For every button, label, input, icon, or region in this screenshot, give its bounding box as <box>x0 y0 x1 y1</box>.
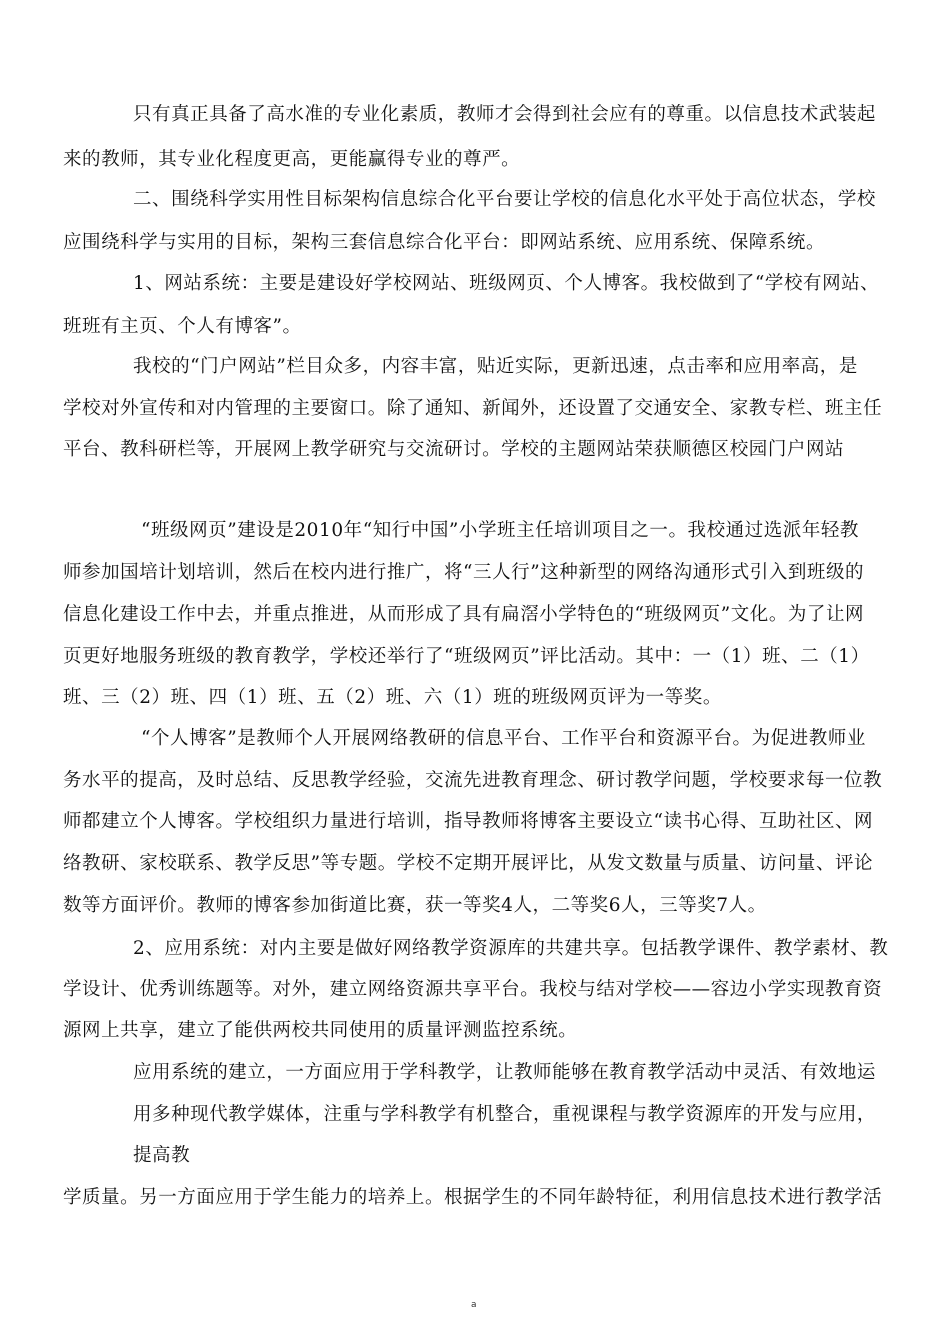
text-line: 务水平的提高，及时总结、反思教学经验，交流先进教育理念、研讨教学问题，学校要求每一位教 <box>63 770 883 791</box>
text-line: 信息化建设工作中去，并重点推进，从而形成了具有扁滘小学特色的“班级网页”文化。为了让网 <box>63 604 865 625</box>
text-line: 平台、教科研栏等，开展网上教学研究与交流研讨。学校的主题网站荣获顺德区校园门户网站 <box>63 439 845 460</box>
text-line: 师参加国培计划培训，然后在校内进行推广，将“三人行”这种新型的网络沟通形式引入到班级的 <box>63 562 865 583</box>
text-line: 学校对外宣传和对内管理的主要窗口。除了通知、新闻外，还设置了交通安全、家教专栏、班主任 <box>63 398 883 419</box>
text-line: 源网上共享，建立了能供两校共同使用的质量评测监控系统。 <box>63 1020 578 1041</box>
text-line: 用多种现代教学媒体，注重与学科教学有机整合，重视课程与教学资源库的开发与应用， <box>133 1104 876 1125</box>
text-line: 学质量。另一方面应用于学生能力的培养上。根据学生的不同年龄特征，利用信息技术进行教学活 <box>63 1187 883 1208</box>
text-line: 班班有主页、个人有博客”。 <box>63 316 302 337</box>
text-line: 页更好地服务班级的教育教学，学校还举行了“班级网页”评比活动。其中：一（1）班、二（1） <box>63 646 870 667</box>
text-line: 数等方面评价。教师的博客参加街道比赛，获一等奖4人，二等奖6人，三等奖7人。 <box>63 895 767 916</box>
text-line: 二、围绕科学实用性目标架构信息综合化平台要让学校的信息化水平处于高位状态，学校 <box>133 189 876 210</box>
text-line: 来的教师，其专业化程度更高，更能赢得专业的尊严。 <box>63 149 521 170</box>
text-line: 应围绕科学与实用的目标，架构三套信息综合化平台：即网站系统、应用系统、保障系统。 <box>63 232 826 253</box>
text-line: 2、应用系统：对内主要是做好网络教学资源库的共建共享。包括教学课件、教学素材、教 <box>133 938 889 959</box>
text-line: “个人博客”是教师个人开展网络教研的信息平台、工作平台和资源平台。为促进教师业 <box>141 728 866 749</box>
text-line: 班、三（2）班、四（1）班、五（2）班、六（1）班的班级网页评为一等奖。 <box>63 687 722 708</box>
text-line: 提高教 <box>133 1145 191 1166</box>
text-line: “班级网页”建设是2010年“知行中国”小学班主任培训项目之一。我校通过选派年轻教 <box>141 520 859 541</box>
footer-mark: a <box>471 1300 477 1310</box>
text-line: 只有真正具备了高水准的专业化素质，教师才会得到社会应有的尊重。以信息技术武装起 <box>133 104 876 125</box>
text-line: 师都建立个人博客。学校组织力量进行培训，指导教师将博客主要设立“读书心得、互助社区、网 <box>63 811 874 832</box>
text-line: 应用系统的建立，一方面应用于学科教学，让教师能够在教育教学活动中灵活、有效地运 <box>133 1062 876 1083</box>
text-line: 1、网站系统：主要是建设好学校网站、班级网页、个人博客。我校做到了“学校有网站、 <box>133 273 880 294</box>
text-line: 我校的“门户网站”栏目众多，内容丰富，贴近实际，更新迅速，点击率和应用率高，是 <box>133 356 858 377</box>
text-line: 学设计、优秀训练题等。对外，建立网络资源共享平台。我校与结对学校——容边小学实现教育资 <box>63 979 883 1000</box>
text-line: 络教研、家校联系、教学反思”等专题。学校不定期开展评比，从发文数量与质量、访问量、评论 <box>63 853 874 874</box>
